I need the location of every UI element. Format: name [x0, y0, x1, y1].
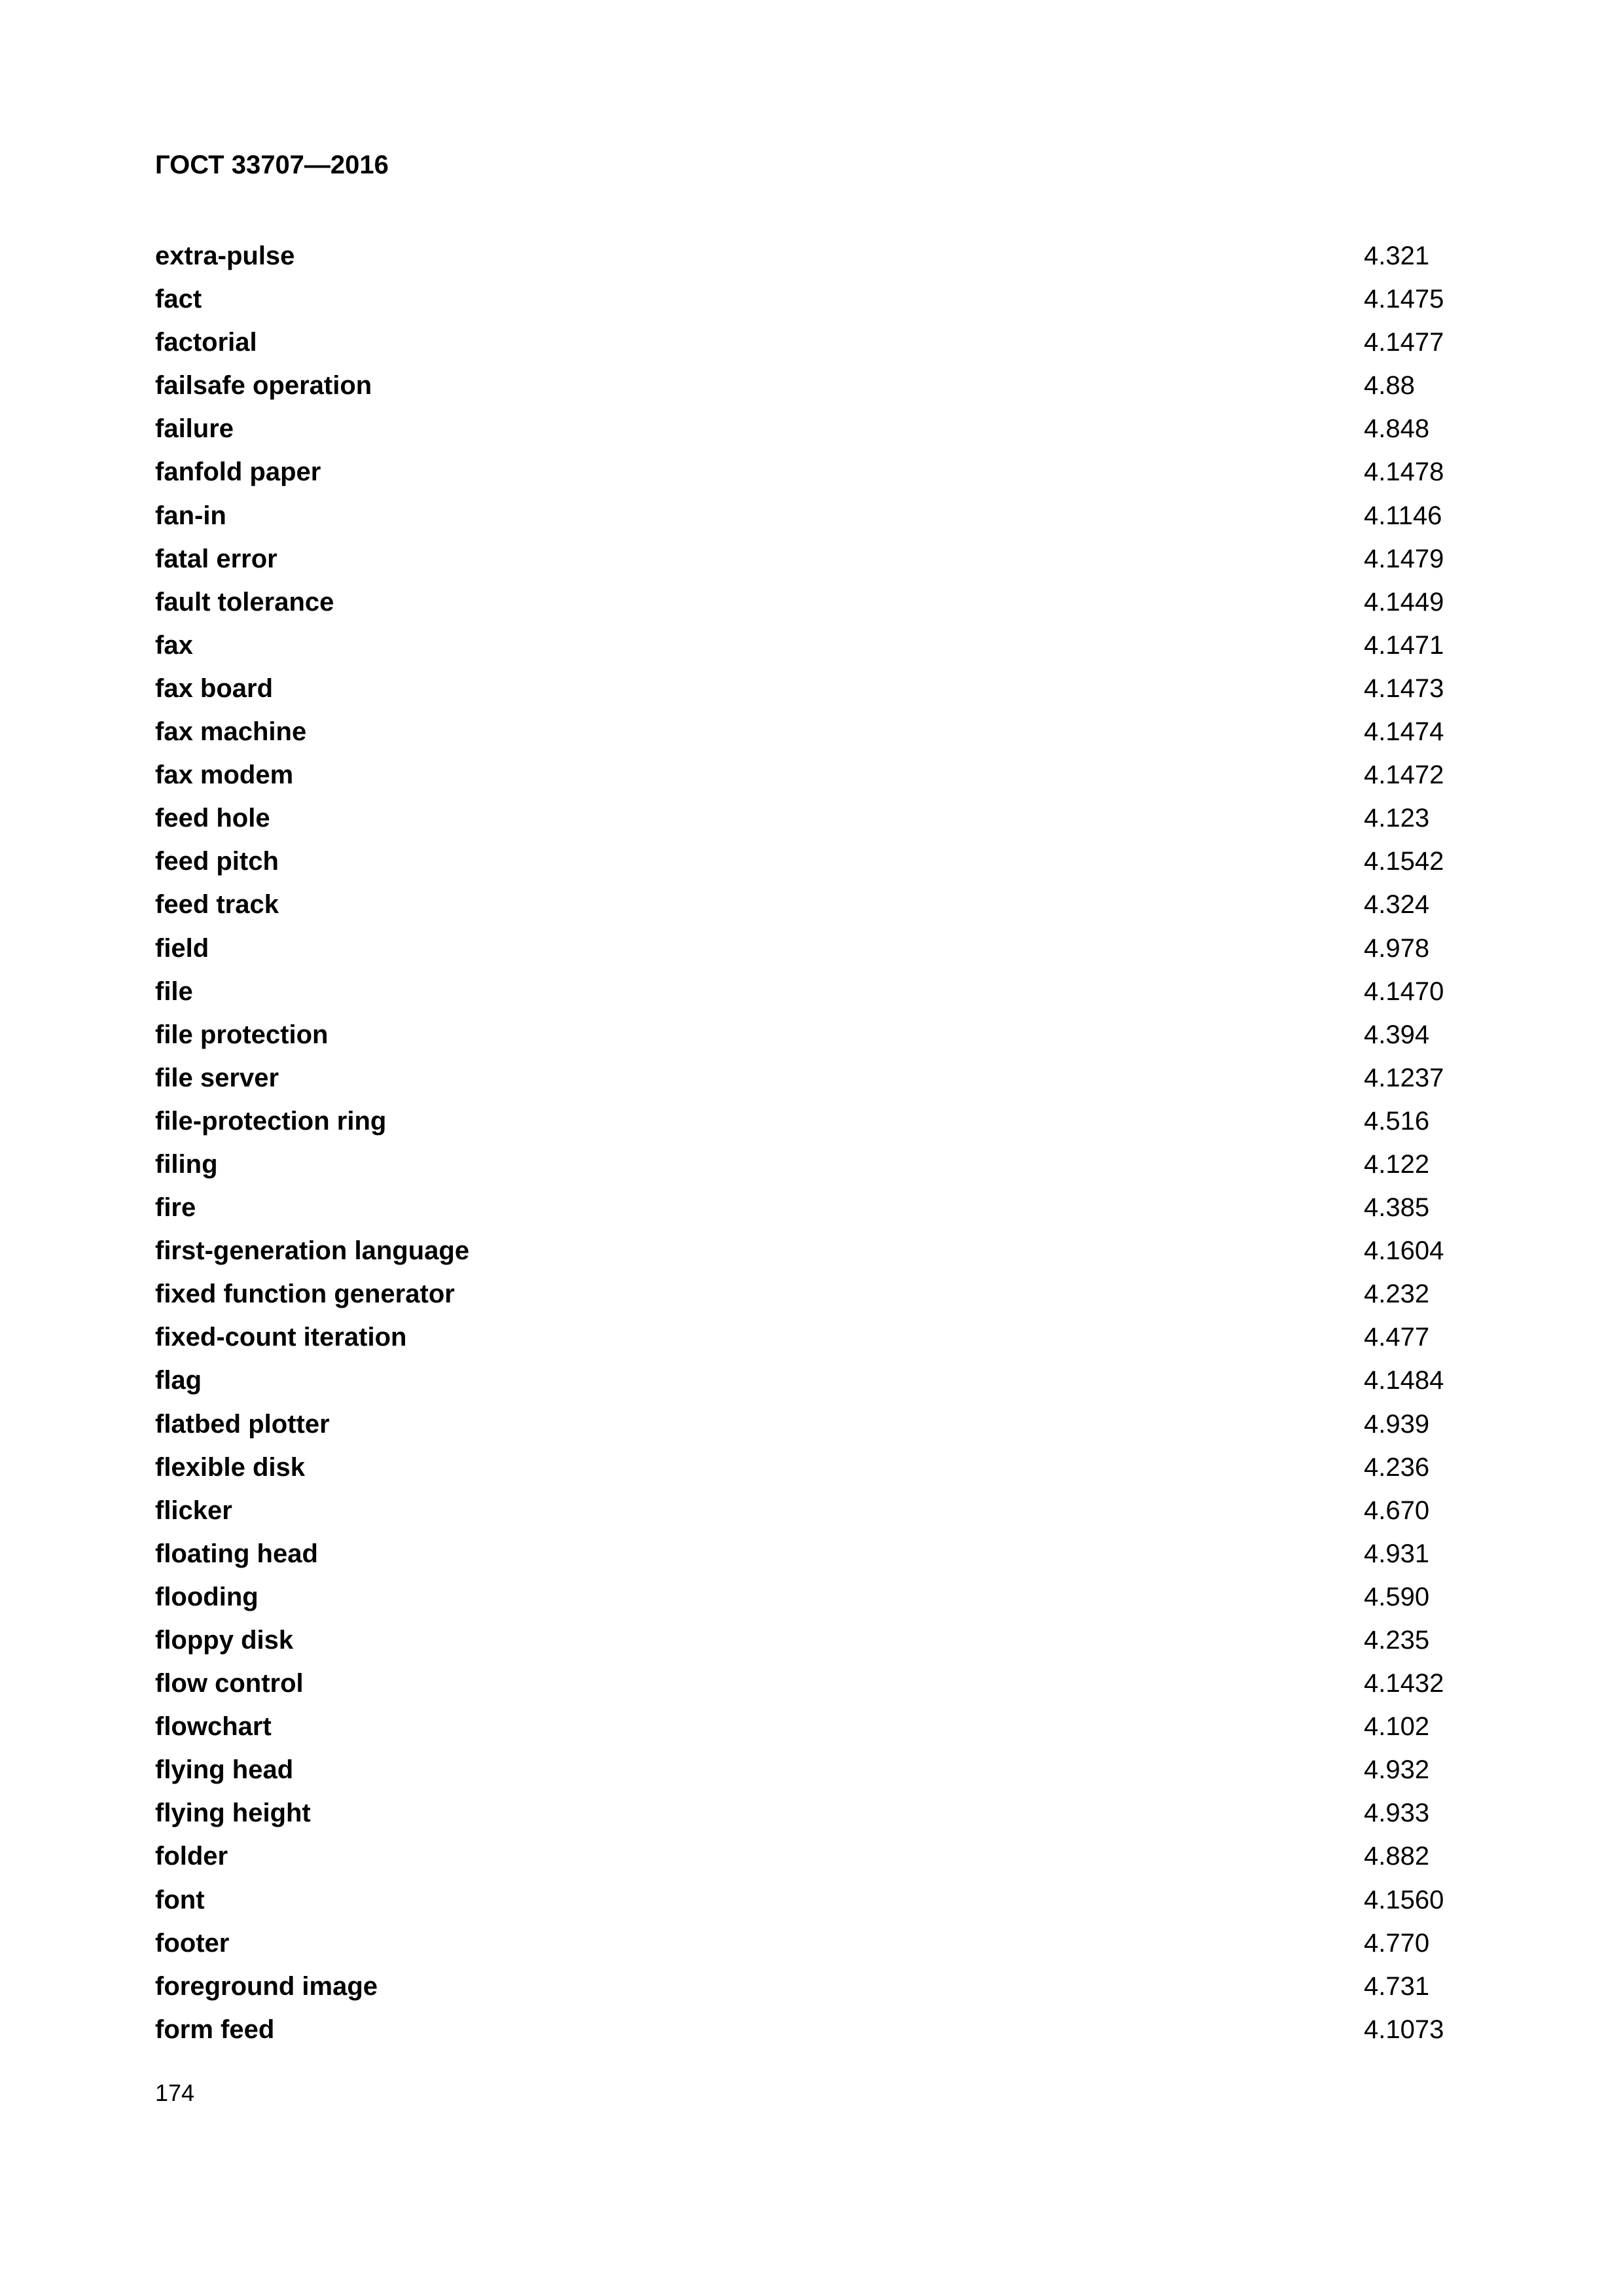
index-entry — [155, 2008, 1464, 2051]
index-term: font — [155, 1885, 205, 1914]
index-reference-number: 4.1478 — [1364, 457, 1444, 487]
index-reference-number: 4.1237 — [1364, 1063, 1444, 1092]
index-term: fan-in — [155, 501, 226, 530]
index-reference-number: 4.122 — [1364, 1149, 1430, 1179]
index-entry — [155, 321, 1464, 364]
index-entry — [155, 1316, 1464, 1359]
index-entry — [155, 1229, 1464, 1272]
index-reference-number: 4.1449 — [1364, 587, 1444, 617]
index-entry — [155, 667, 1464, 710]
index-reference-number: 4.731 — [1364, 1971, 1430, 2001]
index-term: flow control — [155, 1669, 304, 1698]
index-reference-number: 4.123 — [1364, 804, 1430, 833]
index-term: fatal error — [155, 544, 277, 573]
index-reference-number: 4.1484 — [1364, 1366, 1444, 1395]
index-reference-number: 4.321 — [1364, 242, 1430, 270]
index-reference-number: 4.385 — [1364, 1193, 1430, 1223]
index-term: flying head — [155, 1755, 294, 1785]
index-term: failsafe operation — [155, 371, 372, 401]
index-term: floating head — [155, 1539, 318, 1568]
index-term: filing — [155, 1149, 218, 1179]
index-term: fax modem — [155, 761, 294, 790]
index-term: fixed-count iteration — [155, 1323, 407, 1352]
index-term: fact — [155, 285, 202, 314]
index-entry — [155, 1143, 1464, 1186]
index-reference-number: 4.931 — [1364, 1539, 1430, 1568]
index-entry — [155, 1748, 1464, 1791]
index-reference-number: 4.235 — [1364, 1626, 1430, 1655]
index-entry — [155, 1835, 1464, 1878]
index-reference-number: 4.1475 — [1364, 285, 1444, 314]
index-entry — [155, 927, 1464, 970]
index-term: flicker — [155, 1496, 232, 1525]
index-entry — [155, 494, 1464, 537]
index-reference-number: 4.932 — [1364, 1755, 1430, 1785]
index-reference-number: 4.236 — [1364, 1452, 1430, 1482]
index-entry — [155, 1922, 1464, 1965]
index-term: fax machine — [155, 717, 307, 747]
index-reference-number: 4.848 — [1364, 414, 1430, 444]
index-reference-number: 4.1471 — [1364, 630, 1444, 660]
index-reference-number: 4.939 — [1364, 1409, 1430, 1439]
index-reference-number: 4.1146 — [1364, 501, 1442, 530]
index-entry — [155, 970, 1464, 1013]
index-entry — [155, 840, 1464, 883]
index-term: flowchart — [155, 1712, 272, 1742]
standard-code-header: ГОСТ 33707—2016 — [155, 151, 389, 179]
index-reference-number: 4.770 — [1364, 1928, 1430, 1958]
index-entry — [155, 450, 1464, 493]
index-term: file — [155, 977, 193, 1006]
index-reference-number: 4.882 — [1364, 1842, 1430, 1871]
index-term: fault tolerance — [155, 587, 334, 617]
index-entry — [155, 1705, 1464, 1748]
index-entry — [155, 364, 1464, 407]
index-entry — [155, 1791, 1464, 1835]
page-number: 174 — [155, 2079, 195, 2106]
index-reference-number: 4.1560 — [1364, 1885, 1444, 1914]
index-term: flag — [155, 1366, 202, 1395]
index-term: feed pitch — [155, 847, 279, 876]
index-reference-number: 4.1473 — [1364, 673, 1444, 703]
index-entry — [155, 797, 1464, 840]
index-term: floppy disk — [155, 1626, 294, 1655]
index-reference-number: 4.1474 — [1364, 717, 1444, 747]
index-entry — [155, 753, 1464, 797]
index-reference-number: 4.670 — [1364, 1496, 1430, 1525]
index-term: file protection — [155, 1020, 329, 1049]
index-term: fanfold paper — [155, 457, 321, 487]
index-term: fixed function generator — [155, 1280, 455, 1309]
index-term: first-generation language — [155, 1236, 470, 1266]
index-entry — [155, 1575, 1464, 1619]
index-entry — [155, 234, 1464, 278]
index-term: feed hole — [155, 804, 270, 833]
index-reference-number: 4.1470 — [1364, 977, 1444, 1006]
index-term: flying height — [155, 1799, 311, 1828]
index-entry — [155, 1272, 1464, 1316]
index-entry — [155, 1446, 1464, 1489]
index-entry — [155, 1100, 1464, 1143]
index-entry — [155, 278, 1464, 321]
term-index-list — [155, 234, 1464, 2051]
index-term: folder — [155, 1842, 228, 1871]
index-reference-number: 4.1542 — [1364, 847, 1444, 876]
index-reference-number: 4.1472 — [1364, 761, 1444, 790]
index-term: flooding — [155, 1582, 259, 1611]
index-entry — [155, 1056, 1464, 1100]
index-term: factorial — [155, 328, 257, 357]
index-entry — [155, 1013, 1464, 1056]
index-term: fax — [155, 630, 193, 660]
index-term: file-protection ring — [155, 1106, 387, 1136]
index-reference-number: 4.1479 — [1364, 544, 1444, 573]
index-reference-number: 4.516 — [1364, 1106, 1430, 1136]
index-reference-number: 4.88 — [1364, 371, 1415, 401]
index-reference-number: 4.1604 — [1364, 1236, 1444, 1266]
index-term: failure — [155, 414, 234, 444]
index-term: file server — [155, 1063, 279, 1092]
index-entry — [155, 1878, 1464, 1922]
index-reference-number: 4.978 — [1364, 933, 1430, 963]
index-reference-number: 4.324 — [1364, 890, 1430, 920]
index-entry — [155, 624, 1464, 667]
index-reference-number: 4.102 — [1364, 1712, 1430, 1742]
index-entry — [155, 407, 1464, 450]
index-term: fax board — [155, 673, 274, 703]
index-entry — [155, 710, 1464, 753]
index-entry — [155, 1662, 1464, 1705]
index-entry — [155, 537, 1464, 581]
index-entry — [155, 1619, 1464, 1662]
index-entry — [155, 1359, 1464, 1402]
index-entry — [155, 1186, 1464, 1229]
index-term: fire — [155, 1193, 196, 1223]
index-entry — [155, 1965, 1464, 2008]
index-term: flexible disk — [155, 1452, 305, 1482]
index-reference-number: 4.1073 — [1364, 2015, 1444, 2044]
index-term: foreground image — [155, 1971, 378, 2001]
index-term: extra-pulse — [155, 242, 295, 270]
index-reference-number: 4.1477 — [1364, 328, 1444, 357]
index-reference-number: 4.590 — [1364, 1582, 1430, 1611]
index-entry — [155, 883, 1464, 926]
index-entry — [155, 1403, 1464, 1446]
index-entry — [155, 581, 1464, 624]
index-term: field — [155, 933, 209, 963]
index-term: form feed — [155, 2015, 275, 2044]
index-entry — [155, 1489, 1464, 1532]
index-reference-number: 4.477 — [1364, 1323, 1430, 1352]
index-entry — [155, 1532, 1464, 1575]
index-term: feed track — [155, 890, 279, 920]
index-reference-number: 4.933 — [1364, 1799, 1430, 1828]
index-term: footer — [155, 1928, 230, 1958]
index-reference-number: 4.1432 — [1364, 1669, 1444, 1698]
index-term: flatbed plotter — [155, 1409, 330, 1439]
index-reference-number: 4.394 — [1364, 1020, 1430, 1049]
index-reference-number: 4.232 — [1364, 1280, 1430, 1309]
